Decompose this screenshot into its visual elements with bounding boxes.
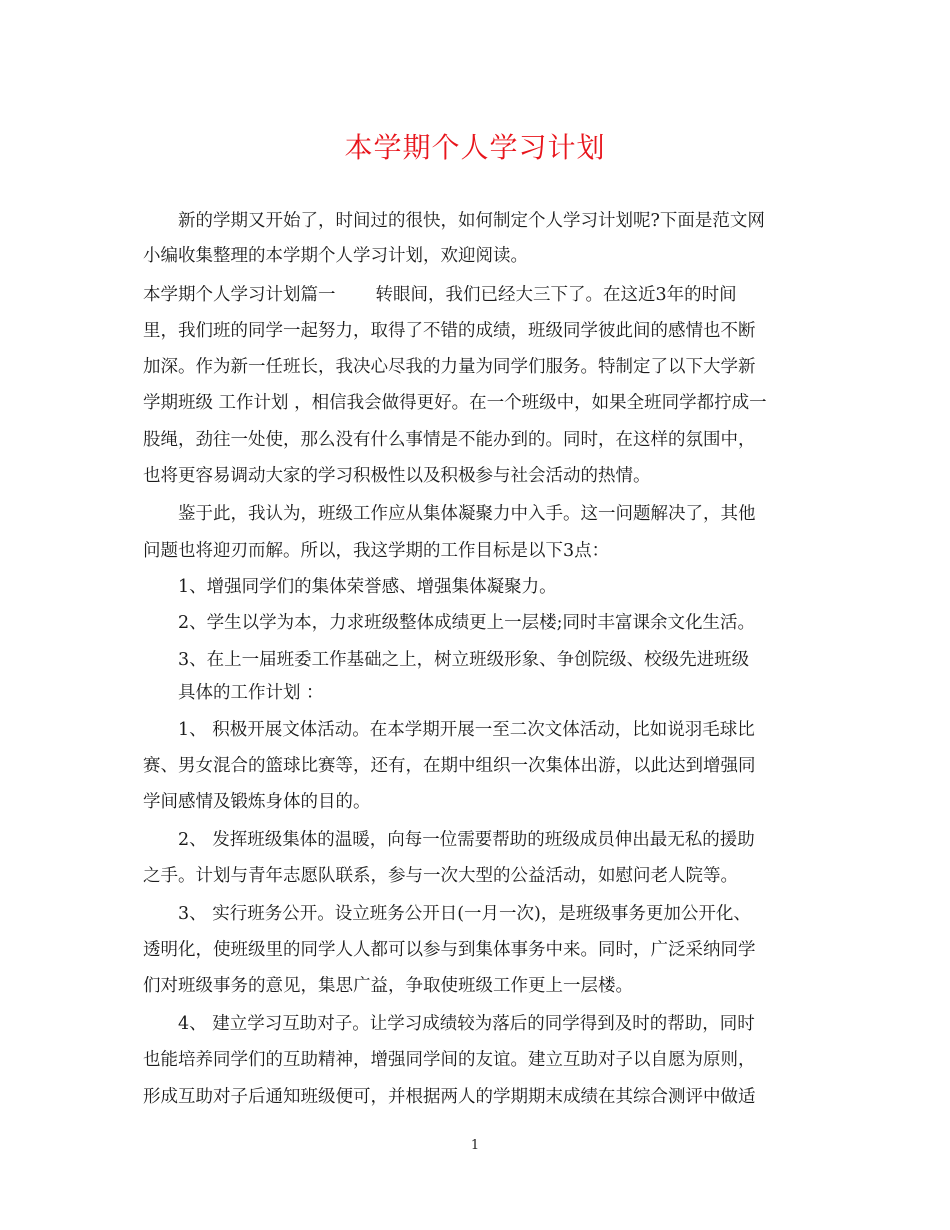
- paragraph-line: 透明化，使班级里的同学人人都可以参与到集体事务中来。同时，广泛采纳同学: [143, 940, 756, 960]
- paragraph-line: 们对班级事务的意见，集思广益，争取使班级工作更上一层楼。: [143, 976, 633, 996]
- subheading-line: 具体的工作计划 ：: [143, 683, 324, 703]
- paragraph-line: 加深。作为新一任班长，我决心尽我的力量为同学们服务。特制定了以下大学新: [143, 357, 756, 377]
- paragraph-line: 小编收集整理的本学期个人学习计划，欢迎阅读。: [143, 246, 528, 266]
- paragraph-line: 鉴于此，我认为，班级工作应从集体凝聚力中入手。这一问题解决了，其他: [143, 504, 756, 524]
- paragraph-line: 形成互助对子后通知班级便可，并根据两人的学期期末成绩在其综合测评中做适: [143, 1087, 756, 1107]
- list-item: 2、 发挥班级集体的温暖，向每一位需要帮助的班级成员伸出最无私的援助: [143, 830, 755, 850]
- list-item: 3、 实行班务公开。设立班务公开日(一月一次)，是班级事务更加公开化、: [143, 904, 751, 924]
- paragraph-line: 也能培养同学们的互助精神，增强同学间的友谊。建立互助对子以自愿为原则，: [143, 1050, 756, 1070]
- list-item: 3、在上一届班委工作基础之上，树立班级形象、争创院级、校级先进班级: [143, 650, 750, 670]
- page-number: 1: [470, 1138, 480, 1153]
- paragraph-line: 也将更容易调动大家的学习积极性以及积极参与社会活动的热情。: [143, 466, 651, 486]
- paragraph-line: 学期班级 工作计划 ，相信我会做得更好。在一个班级中，如果全班同学都拧成一: [143, 393, 767, 413]
- list-item: 1、增强同学们的集体荣誉感、增强集体凝聚力。: [143, 577, 557, 597]
- paragraph-line: 之手。计划与青年志愿队联系，参与一次大型的公益活动，如慰问老人院等。: [143, 866, 738, 886]
- paragraph-line: 里，我们班的同学一起努力，取得了不错的成绩，班级同学彼此间的感情也不断: [143, 321, 756, 341]
- paragraph-line: 学间感情及锻炼身体的目的。: [143, 792, 371, 812]
- list-item: 1、 积极开展文体活动。在本学期开展一至二次文体活动，比如说羽毛球比: [143, 720, 755, 740]
- section-heading: 本学期个人学习计划篇一: [143, 285, 336, 305]
- paragraph-line: 新的学期又开始了，时间过的很快，如何制定个人学习计划呢?下面是范文网: [143, 211, 765, 231]
- list-item: 2、学生以学为本，力求班级整体成绩更上一层楼;同时丰富课余文化生活。: [143, 613, 756, 633]
- section-continuation: 转眼间，我们已经大三下了。在这近3年的时间: [375, 285, 737, 305]
- list-item: 4、 建立学习互助对子。让学习成绩较为落后的同学得到及时的帮助，同时: [143, 1014, 755, 1034]
- paragraph-line: 股绳，劲往一处使，那么没有什么事情是不能办到的。同时，在这样的氛围中，: [143, 430, 756, 450]
- document-title: 本学期个人学习计划: [344, 131, 606, 164]
- section-line: [143, 282, 737, 308]
- paragraph-line: 问题也将迎刃而解。所以，我这学期的工作目标是以下3点：: [143, 541, 610, 561]
- paragraph-line: 赛、男女混合的篮球比赛等，还有，在期中组织一次集体出游，以此达到增强同: [143, 756, 756, 776]
